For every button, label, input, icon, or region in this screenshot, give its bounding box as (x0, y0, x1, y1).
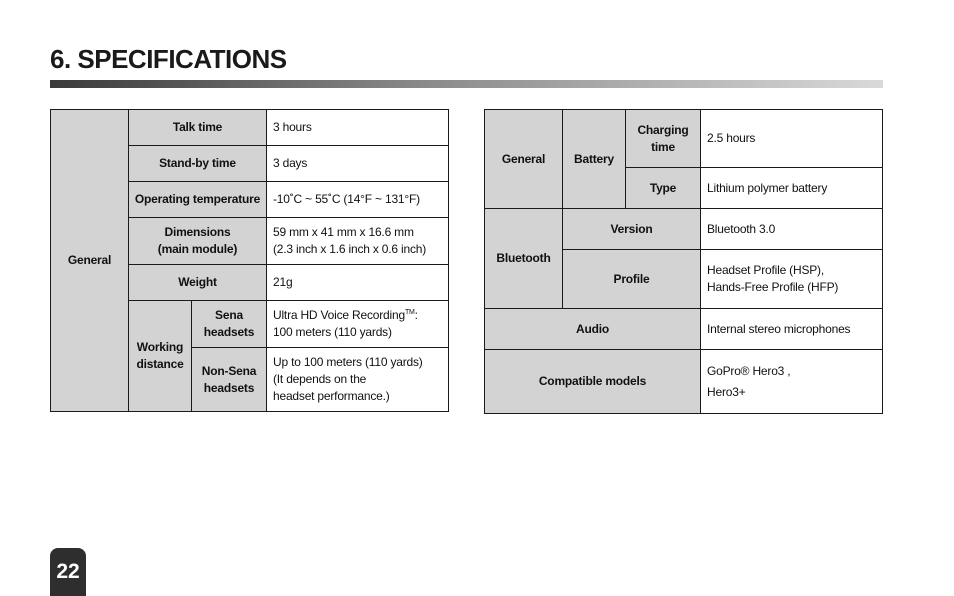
title-gradient-bar (50, 80, 883, 88)
category-general: General (51, 110, 129, 412)
charging-time-label: Charging time (626, 110, 701, 168)
specifications-table-general (50, 109, 449, 412)
compatible-models-value (701, 350, 883, 414)
compatible-models-line1: GoPro® Hero3 , (707, 363, 791, 378)
battery-type-label: Type (626, 168, 701, 209)
sena-value-line2: 100 meters (110 yards) (273, 325, 392, 339)
standby-time-value: 3 days (267, 146, 449, 182)
page-title: 6. SPECIFICATIONS (50, 44, 287, 74)
talk-time-value: 3 hours (267, 110, 449, 146)
category-general: General (485, 110, 563, 209)
sena-headsets-value (267, 301, 449, 348)
non-sena-headsets-label: Non-Sena headsets (192, 348, 267, 412)
sena-value-suffix: : (414, 308, 418, 322)
non-sena-headsets-value: Up to 100 meters (110 yards) (It depends on the headset performance.) (267, 348, 449, 412)
bluetooth-profile-value: Headset Profile (HSP), Hands-Free Profile (HFP) (701, 250, 883, 309)
category-bluetooth: Bluetooth (485, 209, 563, 309)
bluetooth-version-label: Version (563, 209, 701, 250)
sena-headsets-label: Sena headsets (192, 301, 267, 348)
charging-time-value: 2.5 hours (701, 110, 883, 168)
bluetooth-profile-label: Profile (563, 250, 701, 309)
operating-temperature-label: Operating temperature (129, 182, 267, 218)
battery-type-value: Lithium polymer battery (701, 168, 883, 209)
working-distance-label: Working distance (129, 301, 192, 412)
talk-time-label: Talk time (129, 110, 267, 146)
specifications-table-battery-bluetooth (484, 109, 883, 414)
category-battery: Battery (563, 110, 626, 209)
page-number: 22 (50, 548, 86, 596)
weight-value: 21g (267, 265, 449, 301)
standby-time-label: Stand-by time (129, 146, 267, 182)
sena-value-prefix: Ultra HD Voice Recording (273, 308, 405, 322)
audio-value: Internal stereo microphones (701, 309, 883, 350)
bluetooth-version-value: Bluetooth 3.0 (701, 209, 883, 250)
compatible-models-label: Compatible models (485, 350, 701, 414)
trademark-mark: TM (404, 309, 415, 316)
operating-temperature-value: -10˚C ~ 55˚C (14°F ~ 131°F) (267, 182, 449, 218)
dimensions-label: Dimensions (main module) (129, 218, 267, 265)
dimensions-value: 59 mm x 41 mm x 16.6 mm (2.3 inch x 1.6 inch x 0.6 inch) (267, 218, 449, 265)
audio-label: Audio (485, 309, 701, 350)
compatible-models-line2: Hero3+ (707, 384, 746, 399)
weight-label: Weight (129, 265, 267, 301)
